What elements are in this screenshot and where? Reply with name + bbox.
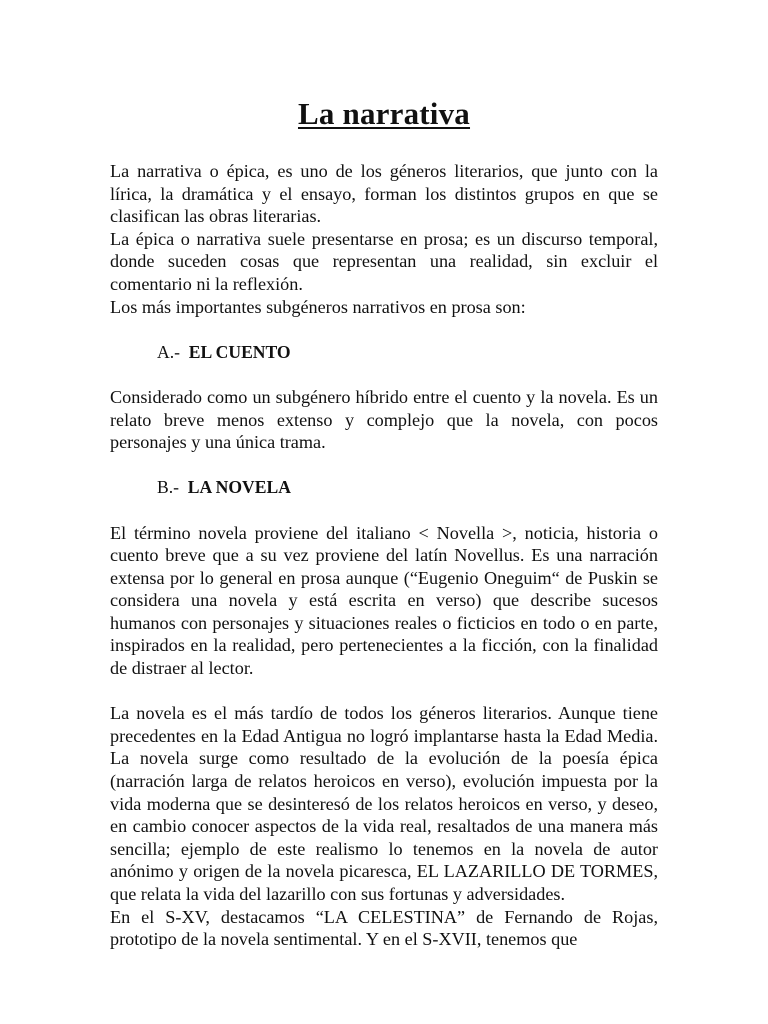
document-page	[110, 92, 658, 951]
section-label: A.-	[157, 341, 180, 362]
section-name: EL CUENTO	[188, 341, 291, 362]
intro-paragraph-1: La narrativa o épica, es uno de los géneros literarios, que junto con la lírica, la dramática y el ensayo, forman los distintos grupos en que se clasifican las obras literarias.	[110, 161, 658, 227]
novela-paragraph-2: La novela es el más tardío de todos los géneros literarios. Aunque tiene precedentes en la Edad Antigua no logró implantarse hasta la Edad Media. La novela surge como resultado de la evolución de la poesía épica (narración larga de relatos heroicos en verso), evolución impuesta por la vida moderna que se desinteresó de los relatos heroicos en verso, y deseo, en cambio conocer aspectos de la vida real, resaltados de una manera más sencilla; ejemplo de este realismo lo tenemos en la novela de autor anónimo y origen de la novela picaresca, EL LAZARILLO DE TORMES, que relata la vida del lazarillo con sus fortunas y adversidades.	[110, 703, 658, 904]
section-heading-cuento	[157, 341, 658, 364]
intro-paragraph-3: Los más importantes subgéneros narrativos en prosa son:	[110, 296, 526, 317]
section-label: B.-	[157, 477, 179, 498]
intro-paragraph-2: La épica o narrativa suele presentarse en prosa; es un discurso temporal, donde suceden cosas que representan una realidad, sin excluir el comentario ni la reflexión.	[110, 228, 658, 294]
spacer	[110, 454, 658, 477]
section-heading-novela	[157, 476, 658, 499]
spacer	[110, 680, 658, 703]
spacer	[110, 499, 658, 522]
novela-paragraph-3: En el S-XV, destacamos “LA CELESTINA” de Fernando de Rojas, prototipo de la novela sentimental. Y en el S-XVII, tenemos que	[110, 906, 658, 950]
novela-paragraph-1: El término novela proviene del italiano < Novella >, noticia, historia o cuento breve que a su vez proviene del latín Novellus. Es una narración extensa por lo general en prosa aunque (“Eugenio Oneguim“ de Puskin se considera una novela y está escrita en verso) que describe sucesos humanos con personajes y situaciones reales o ficticios en todo o en parte, inspirados en la realidad, pero pertenecientes a la ficción, con la finalidad de distraer al lector.	[110, 522, 658, 679]
document-title: La narrativa	[297, 96, 471, 131]
spacer	[110, 318, 658, 341]
cuento-paragraph-1: Considerado como un subgénero híbrido entre el cuento y la novela. Es un relato breve menos extenso y complejo que la novela, con pocos personajes y una única trama.	[110, 386, 658, 453]
spacer	[110, 363, 658, 386]
section-name: LA NOVELA	[187, 477, 291, 498]
